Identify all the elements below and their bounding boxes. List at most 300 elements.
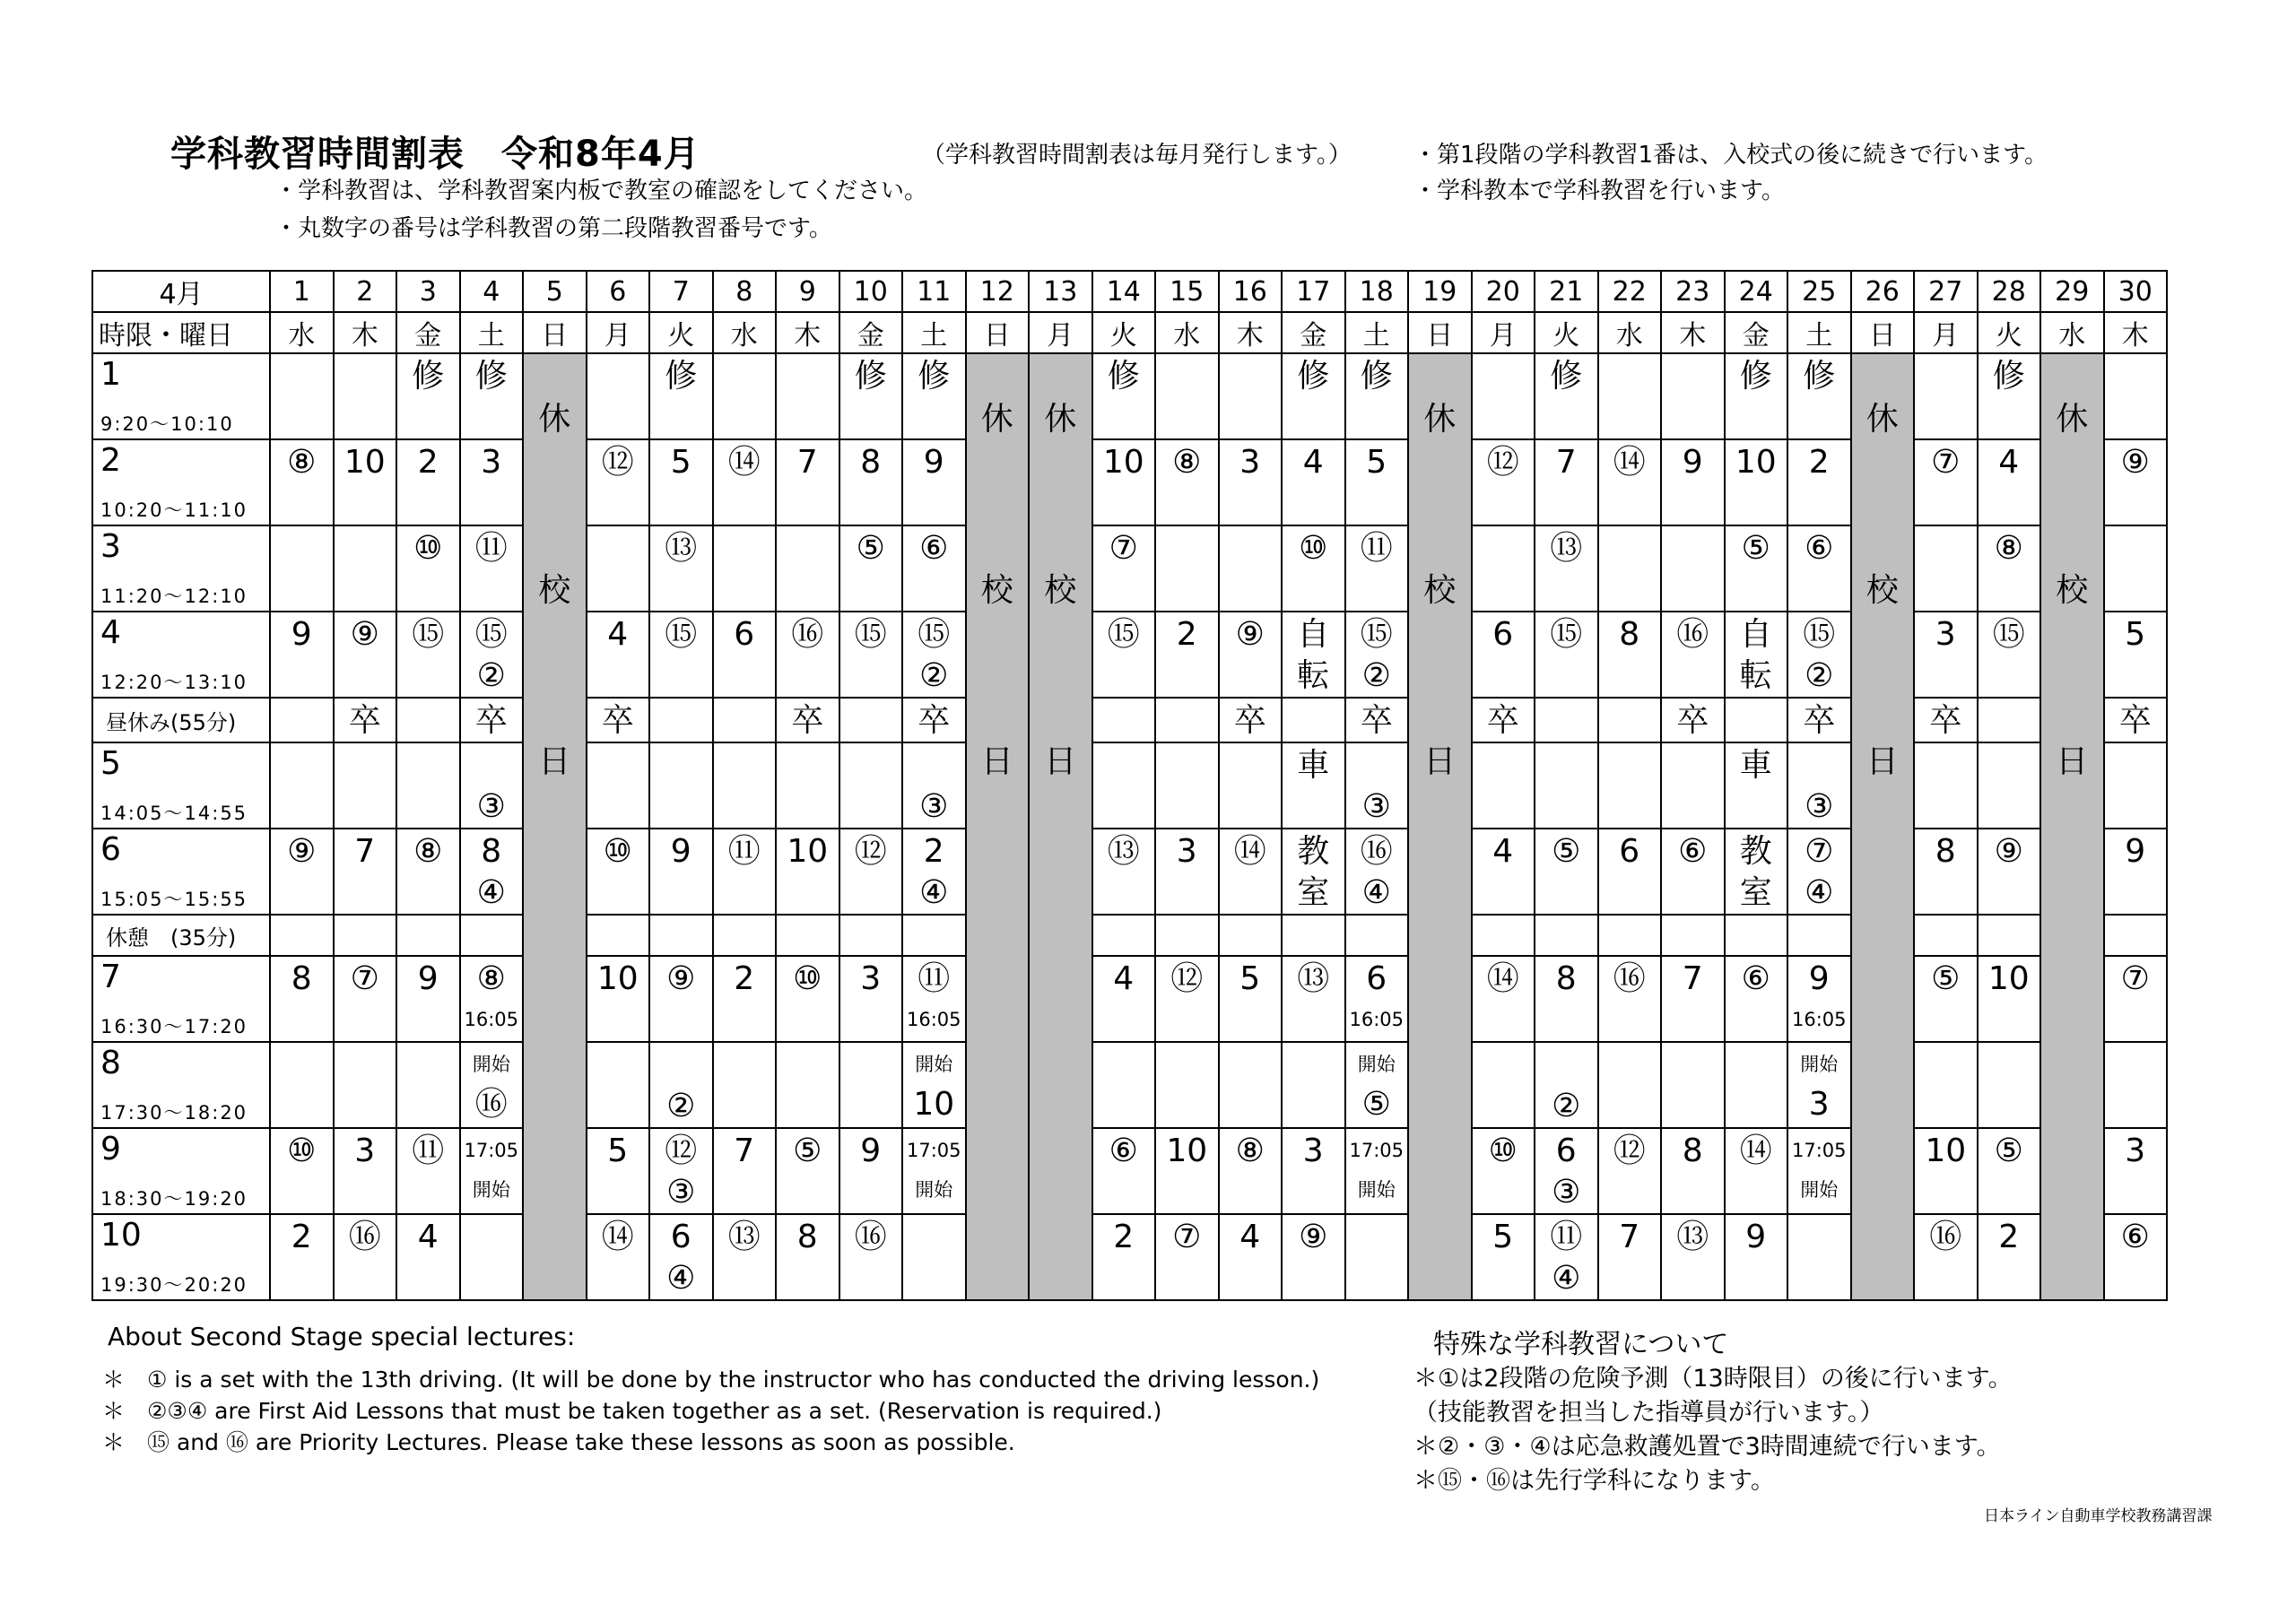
lesson-cell (1535, 612, 1598, 698)
lesson-values (903, 612, 965, 697)
lesson-values (461, 957, 523, 1039)
lesson-values (335, 957, 396, 1000)
day-number: 3 (396, 271, 460, 312)
lesson-values (1726, 440, 1787, 483)
lesson-values (1346, 526, 1408, 569)
lesson-cell (1535, 829, 1598, 915)
lesson-cell (587, 353, 650, 439)
lesson-value: ⑫ (1613, 1133, 1646, 1169)
lesson-values (1473, 440, 1535, 483)
lesson-value: ⑤ (1994, 1133, 2023, 1169)
lesson-value: 開始 (1800, 1179, 1839, 1201)
lesson-values (2105, 440, 2167, 483)
weekday: 日 (1408, 312, 1472, 353)
lesson-cell (776, 1128, 839, 1214)
lesson-value: 10 (344, 444, 386, 481)
lesson-values (1283, 1129, 1344, 1172)
lesson-cell (460, 1042, 524, 1128)
lesson-cell (1725, 439, 1788, 525)
day-number: 5 (523, 271, 587, 312)
lesson-values (1979, 1215, 2040, 1258)
period-time: 11:20～12:10 (100, 586, 248, 607)
closed-char: 休 (1423, 401, 1457, 438)
lesson-values (1979, 957, 2040, 1000)
lesson-cell (1155, 353, 1219, 439)
weekday: 火 (649, 312, 713, 353)
lesson-cell (1345, 829, 1409, 915)
lesson-values (1346, 612, 1408, 697)
lesson-value: 10 (913, 1086, 955, 1123)
lesson-value: 卒 (474, 702, 508, 739)
lesson-values (1599, 829, 1661, 872)
lesson-values (903, 957, 965, 1039)
lesson-cell (1472, 956, 1535, 1042)
lesson-values (1093, 1129, 1155, 1172)
lesson-value: ⑩ (413, 530, 443, 567)
period-time: 10:20～11:10 (100, 499, 248, 521)
lesson-cell (1978, 1214, 2041, 1300)
lesson-values (840, 1129, 902, 1172)
lesson-cell (396, 915, 460, 956)
lesson-cell (776, 829, 839, 915)
lesson-values (903, 1129, 965, 1210)
closed-day-label (524, 354, 586, 782)
lesson-values (1156, 440, 1218, 483)
lesson-cell (270, 742, 334, 829)
lesson-values (1726, 354, 1787, 397)
period-time: 19:30～20:20 (100, 1274, 248, 1296)
lesson-values (1156, 957, 1218, 1000)
lesson-values (777, 829, 839, 872)
lesson-value: 卒 (1803, 702, 1836, 739)
lesson-values (1915, 1129, 1977, 1172)
lesson-cell (1914, 439, 1978, 525)
lesson-cell (1725, 956, 1788, 1042)
lesson-value: ⑨ (1235, 616, 1265, 653)
day-number: 30 (2104, 271, 2168, 312)
lesson-value: ⑯ (1613, 960, 1646, 997)
lesson-value: 10 (787, 833, 829, 870)
lesson-value: 10 (596, 960, 639, 997)
lesson-cell (2104, 1214, 2168, 1300)
lesson-cell (460, 956, 524, 1042)
lesson-cell (460, 353, 524, 439)
lesson-value: 2 (1808, 444, 1830, 481)
lesson-values (1979, 829, 2040, 872)
lesson-value: ⑮ (1107, 616, 1140, 653)
lesson-cell (839, 1042, 903, 1128)
weekday: 金 (1282, 312, 1345, 353)
lesson-cell (1535, 956, 1598, 1042)
lesson-values (714, 612, 776, 655)
closed-day-column (1029, 353, 1092, 1300)
lesson-values (335, 440, 396, 483)
lesson-value: 開始 (1357, 1054, 1396, 1075)
day-number: 14 (1092, 271, 1156, 312)
lesson-values (1915, 829, 1977, 872)
lesson-values (461, 829, 523, 914)
lesson-cell (1725, 612, 1788, 698)
lesson-cell (1155, 612, 1219, 698)
footer-en-line-2: ＊ ②③④ are First Aid Lessons that must be taken together as a set. (Reservation is required.) (102, 1398, 1162, 1424)
lesson-value: 17:05 (1791, 1140, 1847, 1161)
lesson-cell (587, 742, 650, 829)
lesson-cell (713, 956, 777, 1042)
lesson-values (461, 699, 523, 742)
lesson-value: 車 (1739, 747, 1772, 784)
lesson-cell (1282, 1128, 1345, 1214)
lesson-value: 7 (1619, 1219, 1640, 1255)
issuer-label: 日本ライン自動車学校教務講習課 (1984, 1507, 2213, 1525)
lesson-values (1979, 354, 2040, 397)
lesson-value: 6 (1492, 616, 1514, 653)
lesson-values (1283, 957, 1344, 1000)
weekday: 月 (1029, 312, 1092, 353)
period-number: 8 (100, 1045, 121, 1081)
lesson-values (1473, 612, 1535, 655)
lesson-value: 2 (1113, 1219, 1135, 1255)
lesson-value: 6 (670, 1219, 691, 1255)
lesson-value: ⑯ (474, 1086, 508, 1123)
lesson-cell (1345, 1214, 1409, 1300)
lesson-values (271, 1215, 333, 1258)
lesson-cell (1914, 612, 1978, 698)
lesson-values (397, 612, 459, 655)
lesson-value: 修 (1739, 358, 1772, 395)
lesson-cell (1345, 353, 1409, 439)
lesson-cell (270, 353, 334, 439)
lesson-values (335, 612, 396, 655)
lesson-cell (1219, 612, 1283, 698)
lesson-values (650, 354, 712, 397)
closed-char: 日 (980, 743, 1013, 780)
lesson-value: ⑮ (1360, 616, 1393, 653)
lesson-value: ③ (1552, 1174, 1581, 1211)
lesson-cell (1219, 525, 1283, 612)
period-number: 6 (100, 831, 121, 868)
lesson-values (2105, 1129, 2167, 1172)
lesson-cell (1914, 742, 1978, 829)
weekday: 木 (776, 312, 839, 353)
lesson-value: 16:05 (1791, 1009, 1847, 1030)
lesson-values (650, 440, 712, 483)
lesson-values (903, 743, 965, 828)
lesson-values (1979, 526, 2040, 569)
closed-char: 日 (1423, 743, 1457, 780)
lesson-values (397, 440, 459, 483)
weekday: 土 (460, 312, 524, 353)
lesson-cell (334, 612, 397, 698)
lesson-cell (460, 742, 524, 829)
lesson-cell (587, 698, 650, 742)
lesson-values (777, 440, 839, 483)
lesson-values (1093, 957, 1155, 1000)
lesson-cell (270, 1128, 334, 1214)
period-time: 17:30～18:20 (100, 1102, 248, 1124)
lesson-value: 8 (860, 444, 882, 481)
lesson-value: ⑮ (665, 616, 698, 653)
lesson-value: 6 (1366, 960, 1387, 997)
lesson-cell (334, 915, 397, 956)
lesson-values (1662, 1215, 1724, 1258)
lesson-value: ⑪ (727, 833, 761, 870)
lesson-cell (1535, 525, 1598, 612)
lesson-value: 9 (1745, 1219, 1767, 1255)
lesson-cell (1219, 956, 1283, 1042)
lesson-value: ⑦ (2120, 960, 2150, 997)
lesson-cell (1219, 1042, 1283, 1128)
period-cell (92, 742, 270, 829)
lesson-value: 室 (1297, 874, 1330, 911)
closed-day-label (1852, 354, 1914, 782)
lesson-values (1915, 612, 1977, 655)
lesson-cell (1219, 742, 1283, 829)
lesson-cell (1282, 612, 1345, 698)
period-number: 10 (100, 1217, 142, 1254)
lesson-cell (713, 439, 777, 525)
lesson-value: ⑪ (474, 530, 508, 567)
lesson-cell (1725, 698, 1788, 742)
lesson-cell (902, 956, 966, 1042)
lesson-cell (1787, 525, 1851, 612)
lesson-value: ⑩ (287, 1133, 317, 1169)
lesson-value (1814, 745, 1824, 786)
lesson-cell (460, 1214, 524, 1300)
footer-jp-title: 特殊な学科教習について (1433, 1329, 1729, 1360)
lesson-cell (649, 525, 713, 612)
lesson-values (587, 829, 649, 872)
lesson-cell (1914, 1214, 1978, 1300)
lesson-values (397, 1129, 459, 1172)
lesson-value: 開始 (472, 1054, 510, 1075)
lesson-value: 5 (2125, 616, 2146, 653)
lesson-cell (1282, 1042, 1345, 1128)
lesson-value: 3 (1935, 616, 1956, 653)
lesson-cell (334, 1214, 397, 1300)
lesson-values (1535, 1215, 1597, 1299)
lesson-value: 10 (1735, 444, 1777, 481)
lesson-value: ⑪ (1360, 530, 1393, 567)
lesson-cell (587, 439, 650, 525)
day-number: 19 (1408, 271, 1472, 312)
lesson-value: ⑨ (1994, 833, 2023, 870)
lesson-values (777, 612, 839, 655)
lesson-value: 7 (1682, 960, 1703, 997)
lesson-value: 3 (860, 960, 882, 997)
lesson-cell (1219, 829, 1283, 915)
lesson-cell (396, 829, 460, 915)
lesson-value: 卒 (918, 702, 951, 739)
lesson-values (1346, 1043, 1408, 1125)
lesson-values (1220, 829, 1282, 872)
lesson-cell (1345, 439, 1409, 525)
lesson-cell (396, 742, 460, 829)
lesson-cell (1472, 1214, 1535, 1300)
lesson-values (397, 957, 459, 1000)
lesson-value: 修 (1360, 358, 1393, 395)
lesson-values (1662, 829, 1724, 872)
day-number: 12 (966, 271, 1030, 312)
lesson-value: ⑫ (1170, 960, 1204, 997)
lesson-values (1473, 699, 1535, 742)
lesson-values (461, 612, 523, 697)
lesson-value: 4 (417, 1219, 439, 1255)
lesson-value: 9 (1682, 444, 1703, 481)
lesson-value: 卒 (1360, 702, 1393, 739)
lesson-values (1093, 354, 1155, 397)
lesson-cell (1978, 956, 2041, 1042)
lesson-value: 修 (474, 358, 508, 395)
weekday: 土 (1345, 312, 1409, 353)
lesson-values (1156, 612, 1218, 655)
lesson-cell (1661, 353, 1725, 439)
lesson-cell (1978, 353, 2041, 439)
footer-en-title: About Second Stage special lectures: (108, 1322, 576, 1351)
lesson-cell (1535, 353, 1598, 439)
lesson-cell (1914, 353, 1978, 439)
lesson-cell (1661, 956, 1725, 1042)
lesson-cell (460, 525, 524, 612)
lesson-value: ④ (919, 874, 949, 911)
lesson-values (1346, 354, 1408, 397)
closed-char: 日 (1866, 743, 1899, 780)
lesson-cell (1787, 698, 1851, 742)
day-number: 22 (1598, 271, 1662, 312)
lesson-values (335, 1129, 396, 1172)
lesson-values (1662, 957, 1724, 1000)
lesson-cell (776, 439, 839, 525)
lesson-cell (839, 1214, 903, 1300)
day-number: 27 (1914, 271, 1978, 312)
lesson-value: ⑥ (1805, 530, 1834, 567)
closed-char: 休 (1866, 401, 1899, 438)
lesson-cell (1155, 742, 1219, 829)
lesson-value: ⑤ (1361, 1086, 1391, 1123)
lesson-cell (2104, 956, 2168, 1042)
lesson-cell (460, 698, 524, 742)
lesson-value: 3 (1302, 1133, 1324, 1169)
lesson-cell (334, 742, 397, 829)
lesson-cell (839, 915, 903, 956)
lesson-cell (776, 1042, 839, 1128)
lesson-value: 3 (481, 444, 502, 481)
lesson-cell (1219, 1128, 1283, 1214)
lesson-value: ④ (666, 1260, 696, 1297)
lesson-values (1979, 440, 2040, 483)
lesson-values (271, 612, 333, 655)
lesson-cell (270, 956, 334, 1042)
lesson-cell (587, 829, 650, 915)
lesson-value: ③ (1805, 788, 1834, 825)
lesson-cell (839, 439, 903, 525)
day-number: 10 (839, 271, 903, 312)
lesson-cell (776, 915, 839, 956)
period-number: 5 (100, 745, 121, 782)
lesson-cell (587, 525, 650, 612)
lesson-values (1726, 743, 1787, 786)
lesson-cell (902, 698, 966, 742)
lesson-values (1473, 957, 1535, 1000)
lesson-value: 5 (1492, 1219, 1514, 1255)
weekday: 木 (334, 312, 397, 353)
lesson-value: 車 (1297, 747, 1330, 784)
lesson-value: 自 (1297, 616, 1330, 653)
lesson-values (650, 1129, 712, 1213)
lesson-values (1788, 354, 1850, 397)
weekday: 日 (1851, 312, 1915, 353)
note-left-1: ・学科教習は、学科教習案内板で教室の確認をしてください。 (274, 178, 928, 204)
lesson-values (1979, 612, 2040, 655)
lesson-values (1915, 440, 1977, 483)
day-number: 6 (587, 271, 650, 312)
period-cell (92, 1042, 270, 1128)
lesson-value: 10 (1102, 444, 1144, 481)
lesson-cell (460, 612, 524, 698)
lesson-cell (1155, 956, 1219, 1042)
closed-char: 日 (1044, 743, 1077, 780)
day-number: 2 (334, 271, 397, 312)
lesson-value: 16:05 (1349, 1009, 1405, 1030)
day-number: 7 (649, 271, 713, 312)
lesson-cell (2104, 742, 2168, 829)
lesson-values (903, 699, 965, 742)
lesson-value: 開始 (472, 1179, 510, 1201)
lesson-cell (713, 525, 777, 612)
closed-char: 校 (980, 572, 1013, 609)
lesson-cell (1282, 915, 1345, 956)
lesson-values (587, 440, 649, 483)
lesson-cell (1598, 439, 1662, 525)
lesson-values (1283, 743, 1344, 786)
lesson-values (1093, 1215, 1155, 1258)
lesson-cell (1155, 698, 1219, 742)
lesson-value: ⑦ (1172, 1219, 1202, 1255)
lesson-values (903, 1043, 965, 1125)
lesson-cell (1598, 915, 1662, 956)
lesson-value: 16:05 (464, 1009, 519, 1030)
lesson-value: 10 (1987, 960, 2030, 997)
closed-day-label (2041, 354, 2103, 782)
day-number: 23 (1661, 271, 1725, 312)
lesson-value: ⑩ (603, 833, 632, 870)
lesson-values (903, 440, 965, 483)
lesson-value: 16:05 (906, 1009, 961, 1030)
lesson-value: ⑫ (1486, 444, 1519, 481)
lesson-cell (649, 742, 713, 829)
lesson-values (1915, 957, 1977, 1000)
lesson-cell (776, 956, 839, 1042)
lesson-cell (1978, 829, 2041, 915)
lesson-values (1220, 699, 1282, 742)
lesson-values (903, 829, 965, 914)
lesson-cell (1472, 698, 1535, 742)
lesson-cell (1092, 1042, 1156, 1128)
lesson-cell (1472, 829, 1535, 915)
lesson-cell (270, 915, 334, 956)
lesson-values (1346, 743, 1408, 828)
lesson-cell (1535, 439, 1598, 525)
lesson-values (650, 1215, 712, 1299)
lesson-values (1346, 829, 1408, 914)
lesson-cell (1092, 1214, 1156, 1300)
lesson-value: 開始 (1800, 1054, 1839, 1075)
lesson-cell (649, 353, 713, 439)
lesson-value: 9 (1808, 960, 1830, 997)
lesson-value: ③ (666, 1174, 696, 1211)
lesson-value: 9 (2125, 833, 2146, 870)
lesson-value: ⑩ (1488, 1133, 1518, 1169)
lesson-values (2105, 699, 2167, 742)
